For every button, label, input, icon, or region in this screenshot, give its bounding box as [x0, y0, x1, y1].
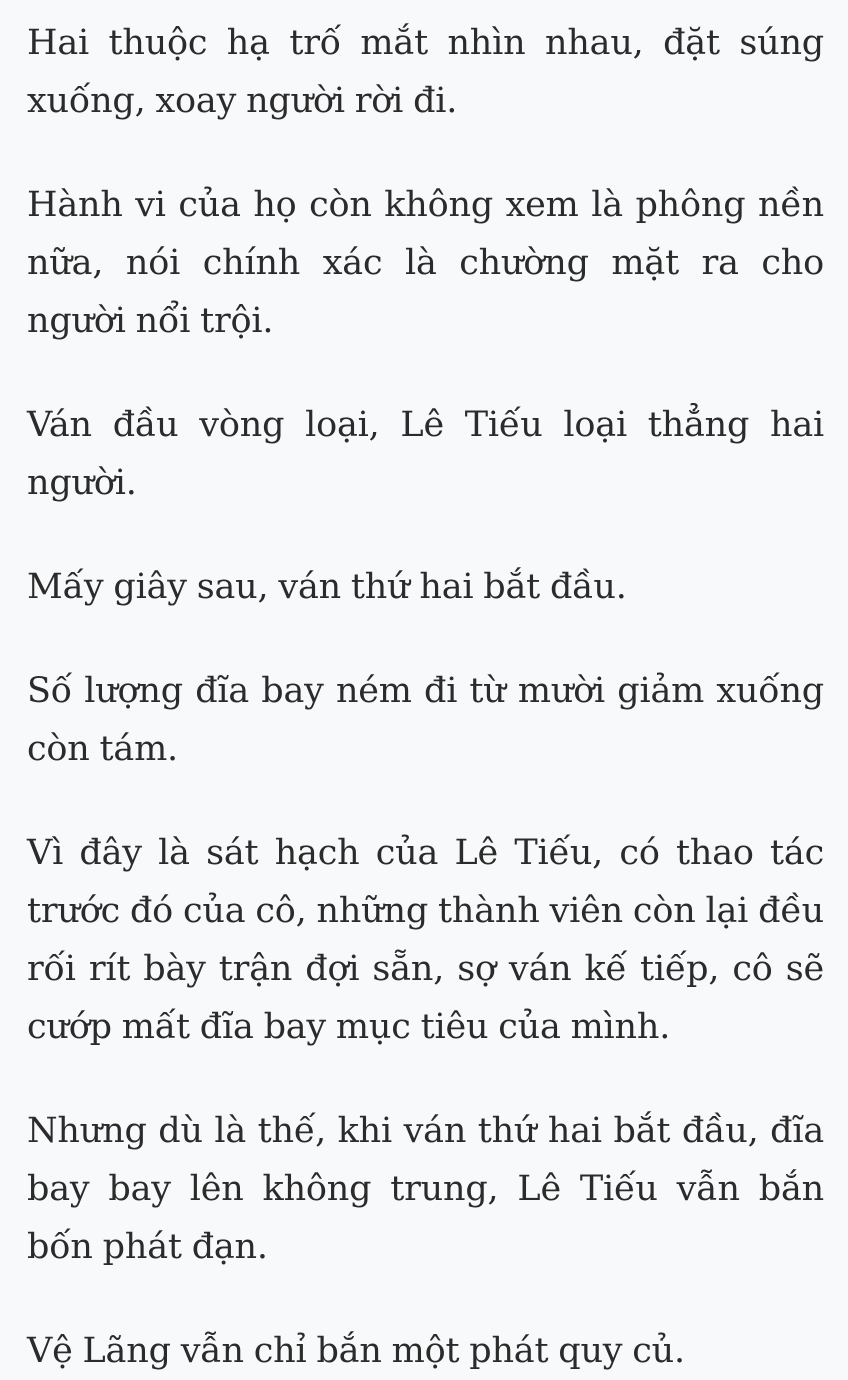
- paragraph: Vì đây là sát hạch của Lê Tiếu, có thao tác trước đó của cô, những thành viên còn lại đều rối rít bày trận đợi sẵn, sợ ván kế tiếp, cô sẽ cướp mất đĩa bay mục tiêu của mình.: [27, 833, 824, 1047]
- paragraph: Ván đầu vòng loại, Lê Tiếu loại thẳng hai người.: [27, 405, 824, 503]
- paragraph: Vệ Lãng vẫn chỉ bắn một phát quy củ.: [27, 1331, 685, 1371]
- paragraph: Mấy giây sau, ván thứ hai bắt đầu.: [27, 567, 627, 607]
- paragraph: Hành vi của họ còn không xem là phông nền nữa, nói chính xác là chường mặt ra cho người nổi trội.: [27, 185, 824, 341]
- paragraph: Số lượng đĩa bay ném đi từ mười giảm xuống còn tám.: [27, 671, 824, 769]
- paragraph: Hai thuộc hạ trố mắt nhìn nhau, đặt súng xuống, xoay người rời đi.: [27, 23, 824, 121]
- paragraph: Nhưng dù là thế, khi ván thứ hai bắt đầu, đĩa bay bay lên không trung, Lê Tiếu vẫn bắn bốn phát đạn.: [27, 1111, 824, 1267]
